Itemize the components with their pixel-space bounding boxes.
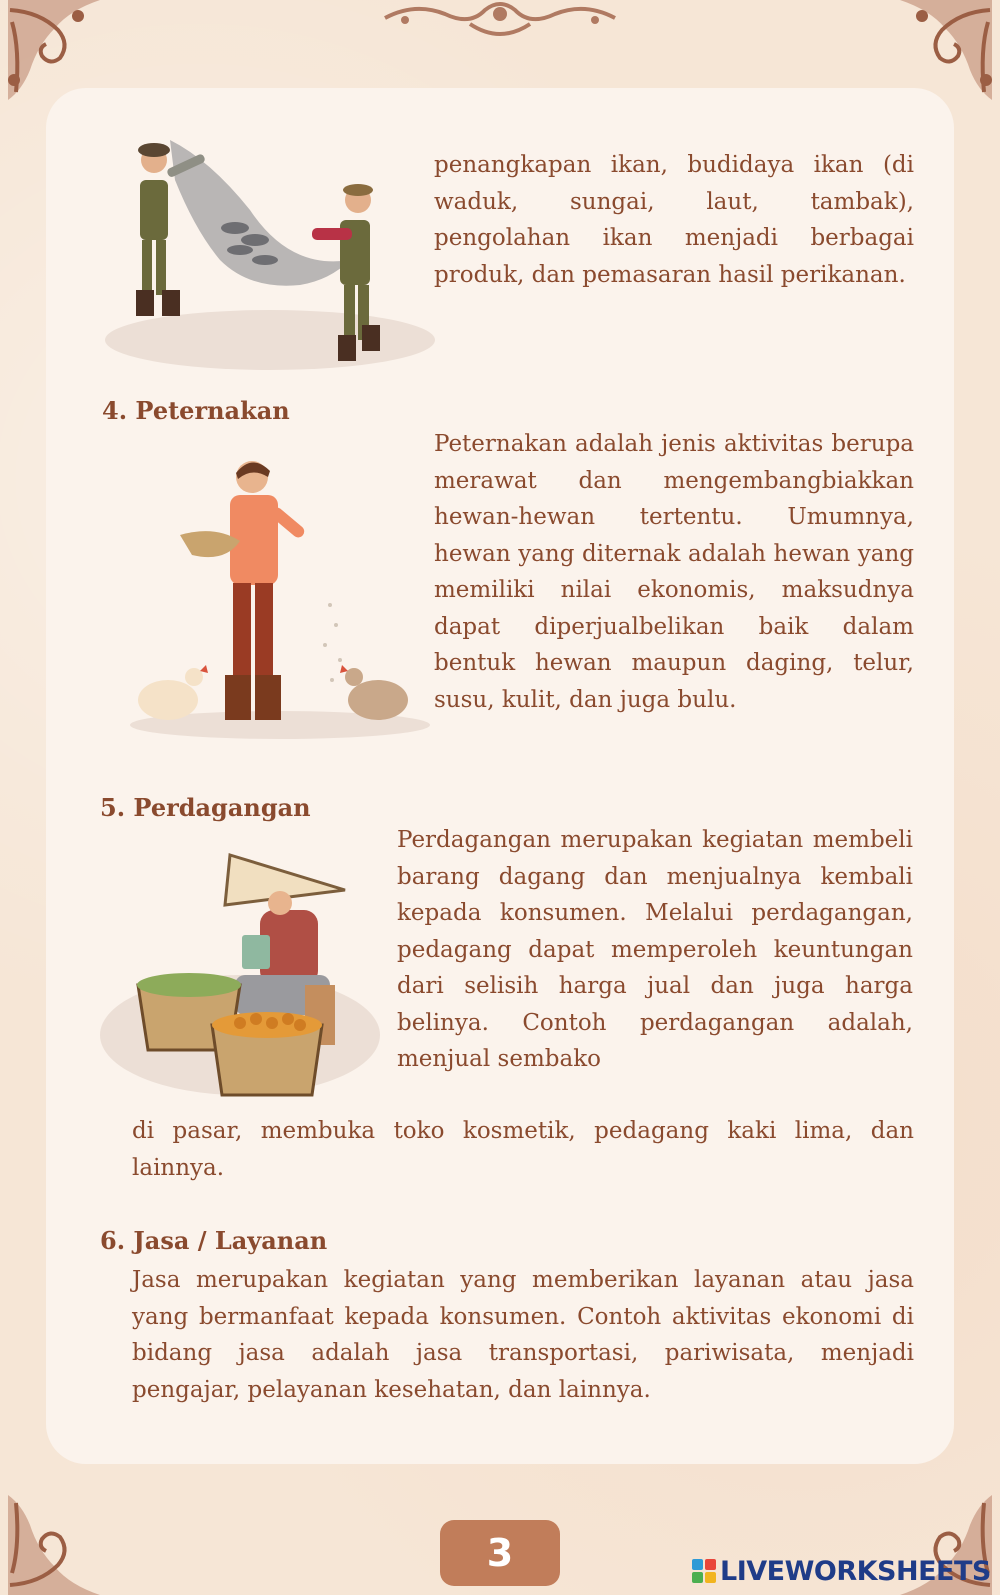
liveworksheets-watermark[interactable]	[692, 1554, 991, 1588]
trader-baskets-illustration	[100, 835, 390, 1110]
liveworksheets-logo-icon	[692, 1559, 716, 1583]
farmer-chickens-illustration	[130, 455, 430, 755]
jasa-heading: 6. Jasa / Layanan	[100, 1226, 328, 1255]
peternakan-text: Peternakan adalah jenis aktivitas berupa merawat dan mengembangbiakkan hewan-hewan tertentu. Umumnya, hewan yang diternak adalah hewan yang memiliki nilai ekonomis, maksudnya dapat diperjualbelikan baik dalam bentuk hewan maupun daging, telur, susu, kulit, dan juga bulu.	[434, 431, 914, 713]
perdagangan-heading: 5. Perdagangan	[100, 793, 311, 822]
ornament-corner-icon	[0, 1485, 110, 1595]
peternakan-heading: 4. Peternakan	[102, 396, 290, 425]
page-number-badge: 3	[440, 1520, 560, 1586]
perikanan-text: penangkapan ikan, budidaya ikan (di waduk, sungai, laut, tambak), pengolahan ikan menjadi berbagai produk, dan pemasaran hasil perikanan.	[434, 152, 914, 288]
perdagangan-text: Perdagangan merupakan kegiatan membeli barang dagang dan menjualnya kembali kepada konsumen. Melalui perdagangan, pedagang dapat memperoleh keuntungan dari selisih harga jual dan juga harga belinya. Contoh perdagangan adalah, menjual sembako	[397, 827, 913, 1072]
liveworksheets-label: LIVEWORKSHEETS	[720, 1555, 991, 1587]
fishermen-net-illustration	[100, 120, 440, 380]
jasa-text: Jasa merupakan kegiatan yang memberikan layanan atau jasa yang bermanfaat kepada konsumen. Contoh aktivitas ekonomi di bidang jasa adalah jasa transportasi, pariwisata, menjadi pengajar, pelayanan kesehatan, dan lainnya.	[132, 1267, 914, 1403]
perdagangan-text-continued: di pasar, membuka toko kosmetik, pedagang kaki lima, dan lainnya.	[132, 1118, 914, 1181]
ornament-top-icon	[375, 0, 625, 42]
